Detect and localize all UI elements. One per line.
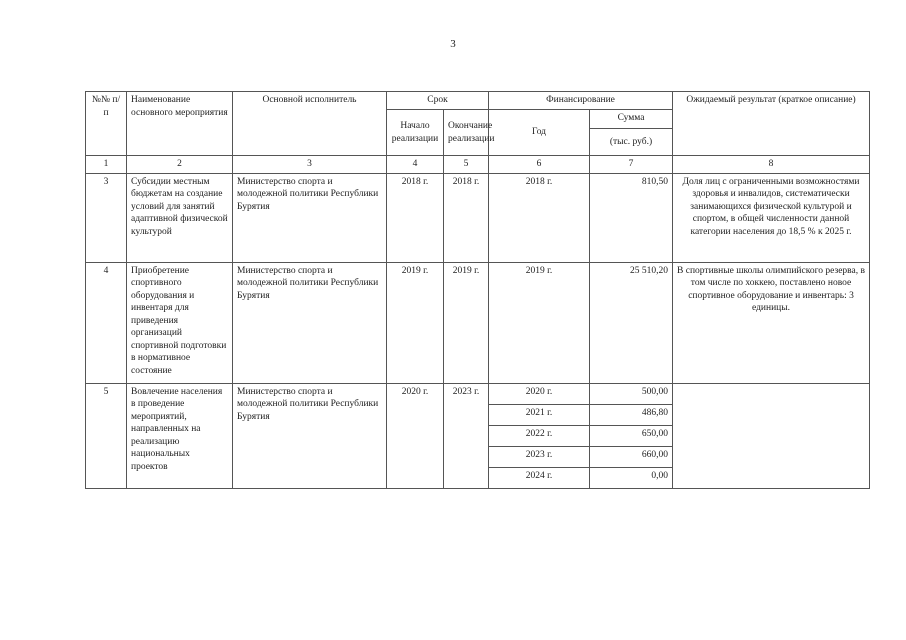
row-num: 3 (86, 173, 127, 262)
funding-sum: 500,00 (590, 383, 673, 404)
row-name: Приобретение спортивного оборудования и инвентаря для приведения организаций спортивной подготовки в нормативное состояние (127, 262, 233, 383)
funding-year: 2020 г. (489, 383, 590, 404)
row-year: 2019 г. (489, 262, 590, 383)
row-name: Вовлечение населения в проведение мероприятий, направленных на реализацию национальных проектов (127, 383, 233, 488)
header-term: Срок (387, 92, 489, 110)
row-end: 2023 г. (444, 383, 489, 488)
row-sum: 25 510,20 (590, 262, 673, 383)
row-year: 2018 г. (489, 173, 590, 262)
header-num: №№ п/п (86, 92, 127, 156)
funding-year: 2021 г. (489, 404, 590, 425)
table-row (86, 173, 870, 262)
row-start: 2019 г. (387, 262, 444, 383)
row-executor: Министерство спорта и молодежной политики Республики Бурятия (233, 262, 387, 383)
header-end: Окончание реализации (444, 110, 489, 156)
header-result: Ожидаемый результат (краткое описание) (673, 92, 870, 156)
header-sum: Сумма (590, 110, 673, 129)
header-executor: Основной исполнитель (233, 92, 387, 156)
header-name: Наименование основного мероприятия (127, 92, 233, 156)
column-index: 2 (127, 156, 233, 174)
table-row (86, 383, 870, 404)
funding-sum: 486,80 (590, 404, 673, 425)
row-num: 5 (86, 383, 127, 488)
column-index: 8 (673, 156, 870, 174)
funding-year: 2024 г. (489, 467, 590, 488)
row-sum: 810,50 (590, 173, 673, 262)
column-index: 6 (489, 156, 590, 174)
header-year: Год (489, 110, 590, 156)
row-start: 2018 г. (387, 173, 444, 262)
funding-sum: 660,00 (590, 446, 673, 467)
page-number: 3 (450, 38, 456, 50)
funding-year: 2022 г. (489, 425, 590, 446)
row-executor: Министерство спорта и молодежной политики Республики Бурятия (233, 173, 387, 262)
row-result: Доля лиц с ограниченными возможностями здоровья и инвалидов, систематически занимающихся физической культурой и спортом, в общей численности данной категории населения до 18,5 % к 2025 г. (673, 173, 870, 262)
funding-sum: 650,00 (590, 425, 673, 446)
column-index-row (86, 156, 870, 174)
row-end: 2018 г. (444, 173, 489, 262)
activities-table (85, 91, 870, 489)
header-financing: Финансирование (489, 92, 673, 110)
column-index: 7 (590, 156, 673, 174)
funding-sum: 0,00 (590, 467, 673, 488)
row-result (673, 383, 870, 488)
row-name: Субсидии местным бюджетам на создание условий для занятий адаптивной физической культурой (127, 173, 233, 262)
column-index: 4 (387, 156, 444, 174)
row-result: В спортивные школы олимпийского резерва, в том числе по хоккею, поставлено новое спортивное оборудование и инвентарь: 3 единицы. (673, 262, 870, 383)
column-index: 1 (86, 156, 127, 174)
header-row (86, 92, 870, 110)
row-executor: Министерство спорта и молодежной политики Республики Бурятия (233, 383, 387, 488)
header-start: Начало реализации (387, 110, 444, 156)
row-end: 2019 г. (444, 262, 489, 383)
table-row (86, 262, 870, 383)
row-num: 4 (86, 262, 127, 383)
column-index: 5 (444, 156, 489, 174)
column-index: 3 (233, 156, 387, 174)
funding-year: 2023 г. (489, 446, 590, 467)
header-sum-unit: (тыс. руб.) (590, 129, 673, 156)
row-start: 2020 г. (387, 383, 444, 488)
